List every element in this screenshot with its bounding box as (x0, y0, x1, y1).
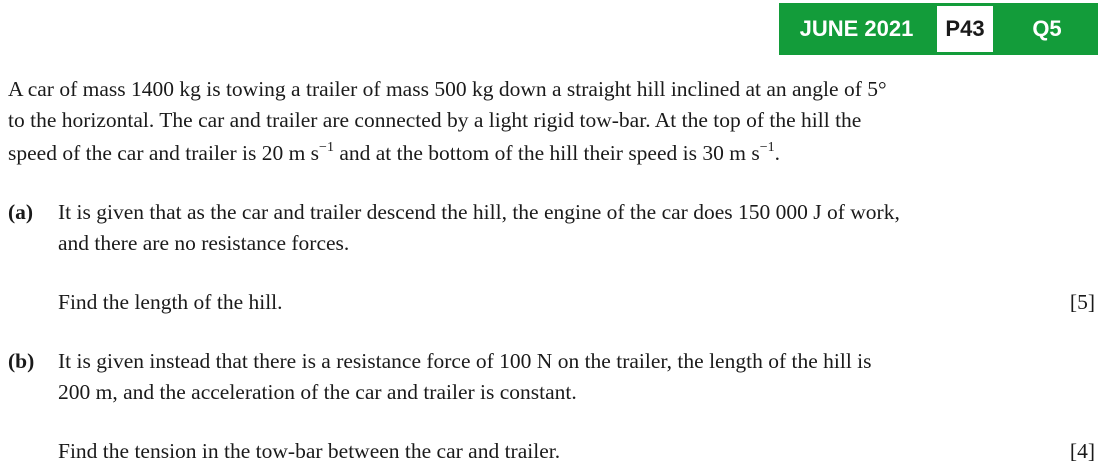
part-b-task: Find the tension in the tow-bar between the car and trailer. (58, 439, 561, 463)
question-stem-line-2: to the horizontal. The car and trailer are connected by a light rigid tow-bar. At the top of the hill the (8, 108, 862, 132)
paper-code-label: P43 (934, 3, 996, 55)
part-b-marks: [4] (1069, 439, 1095, 463)
part-a-line-2: and there are no resistance forces. (58, 231, 350, 255)
part-a-marks: [5] (1069, 290, 1095, 314)
exam-session-label: JUNE 2021 (779, 3, 934, 55)
question-number-label: Q5 (996, 3, 1098, 55)
part-b-label: (b) (8, 349, 35, 373)
part-a-line-1: It is given that as the car and trailer descend the hill, the engine of the car does 150 000 J of work, (58, 200, 900, 224)
unit-exponent: −1 (319, 140, 334, 155)
question-reference-badge (779, 3, 1098, 55)
stem-line-3-start: speed of the car and trailer is 20 m s (8, 141, 320, 165)
part-a-task: Find the length of the hill. (58, 290, 283, 314)
unit-exponent: −1 (759, 140, 775, 155)
part-a-label: (a) (8, 200, 34, 224)
part-b-line-1: It is given instead that there is a resistance force of 100 N on the trailer, the length of the hill is (58, 349, 872, 373)
question-stem-line-1: A car of mass 1400 kg is towing a trailer of mass 500 kg down a straight hill inclined at an angle of 5° (8, 77, 887, 101)
stem-line-3-end: . (774, 141, 780, 165)
question-stem-line-3 (8, 138, 780, 169)
part-b-line-2: 200 m, and the acceleration of the car and trailer is constant. (58, 380, 577, 404)
stem-line-3-middle: and at the bottom of the hill their speed is 30 m s (333, 141, 760, 165)
